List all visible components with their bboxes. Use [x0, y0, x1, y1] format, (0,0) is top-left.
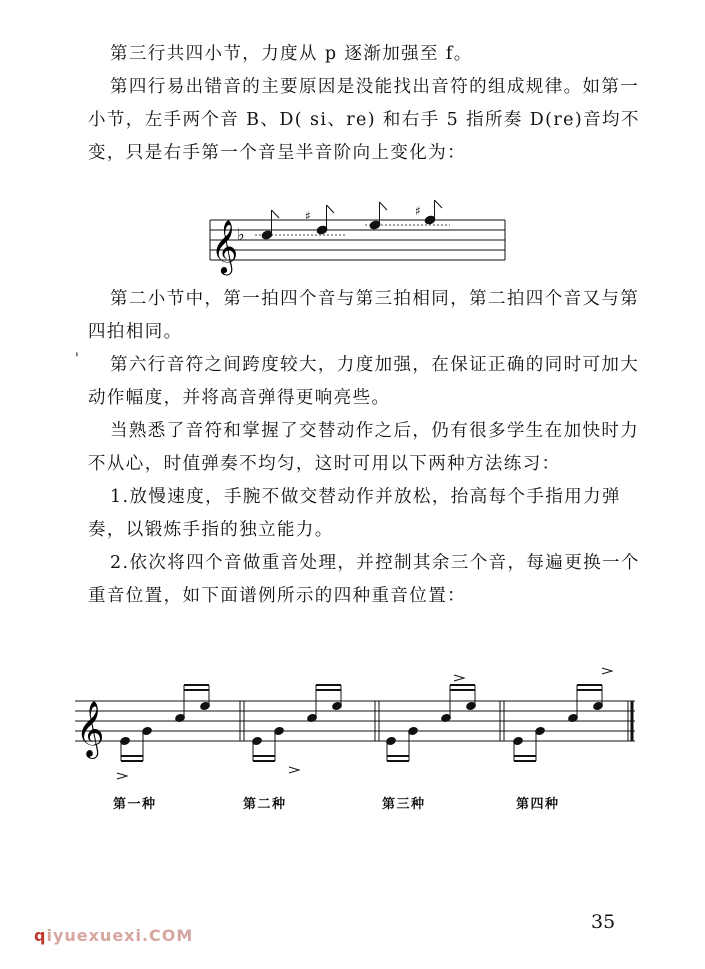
paragraph-3: 第二小节中，第一拍四个音与第三拍相同，第二拍四个音又与第四拍相同。 [88, 289, 640, 342]
variant-label-2: 第二种 [243, 797, 287, 812]
accent-mark-3 [454, 675, 464, 681]
watermark-letter: q [34, 926, 47, 945]
treble-clef-icon: 𝄞 [211, 219, 239, 273]
treble-clef-icon: 𝄞 [76, 701, 105, 757]
chromatic-example-staff [205, 200, 515, 280]
variant-label-4: 第四种 [516, 797, 560, 812]
svg-text:♯: ♯ [415, 204, 421, 218]
svg-text:♯: ♯ [305, 209, 311, 223]
paragraph-5: 当熟悉了音符和掌握了交替动作之后，仍有很多学生在加快时力不从心，时值弹奏不均匀，这时可用以下两种方法练习： [88, 421, 640, 474]
accent-mark-4 [602, 668, 612, 674]
accent-example-staff [70, 655, 650, 785]
paragraph-6: 1.放慢速度，手腕不做交替动作并放松，抬高每个手指用力弹奏，以锻炼手指的独立能力。 [88, 487, 621, 540]
accent-mark-1 [117, 773, 127, 779]
variant-label-1: 第一种 [113, 797, 157, 812]
watermark-text: iyuexuexi.COM [46, 926, 194, 945]
watermark-logo [34, 926, 193, 945]
paragraph-1: 第三行共四小节，力度从 p 逐渐加强至 f。 [110, 44, 473, 64]
paragraph-2: 第四行易出错音的主要原因是没能找出音符的组成规律。如第一小节，左手两个音 B、D( si、re) 和右手 5 指所奏 D(re)音均不变，只是右手第一个音呈半音阶向上变化为： [88, 77, 640, 163]
paragraph-4: 第六行音符之间跨度较大，力度加强，在保证正确的同时可加大动作幅度，并将高音弹得更响亮些。 [88, 355, 640, 408]
flat-sign-icon: ♭ [237, 225, 245, 244]
variant-label-3: 第三种 [382, 797, 426, 812]
stray-mark: ' [75, 351, 79, 367]
accent-mark-2 [289, 767, 299, 773]
page-number: 35 [591, 911, 616, 933]
paragraph-7: 2.依次将四个音做重音处理，并控制其余三个音，每遍更换一个重音位置，如下面谱例所示的四种重音位置： [88, 553, 640, 606]
